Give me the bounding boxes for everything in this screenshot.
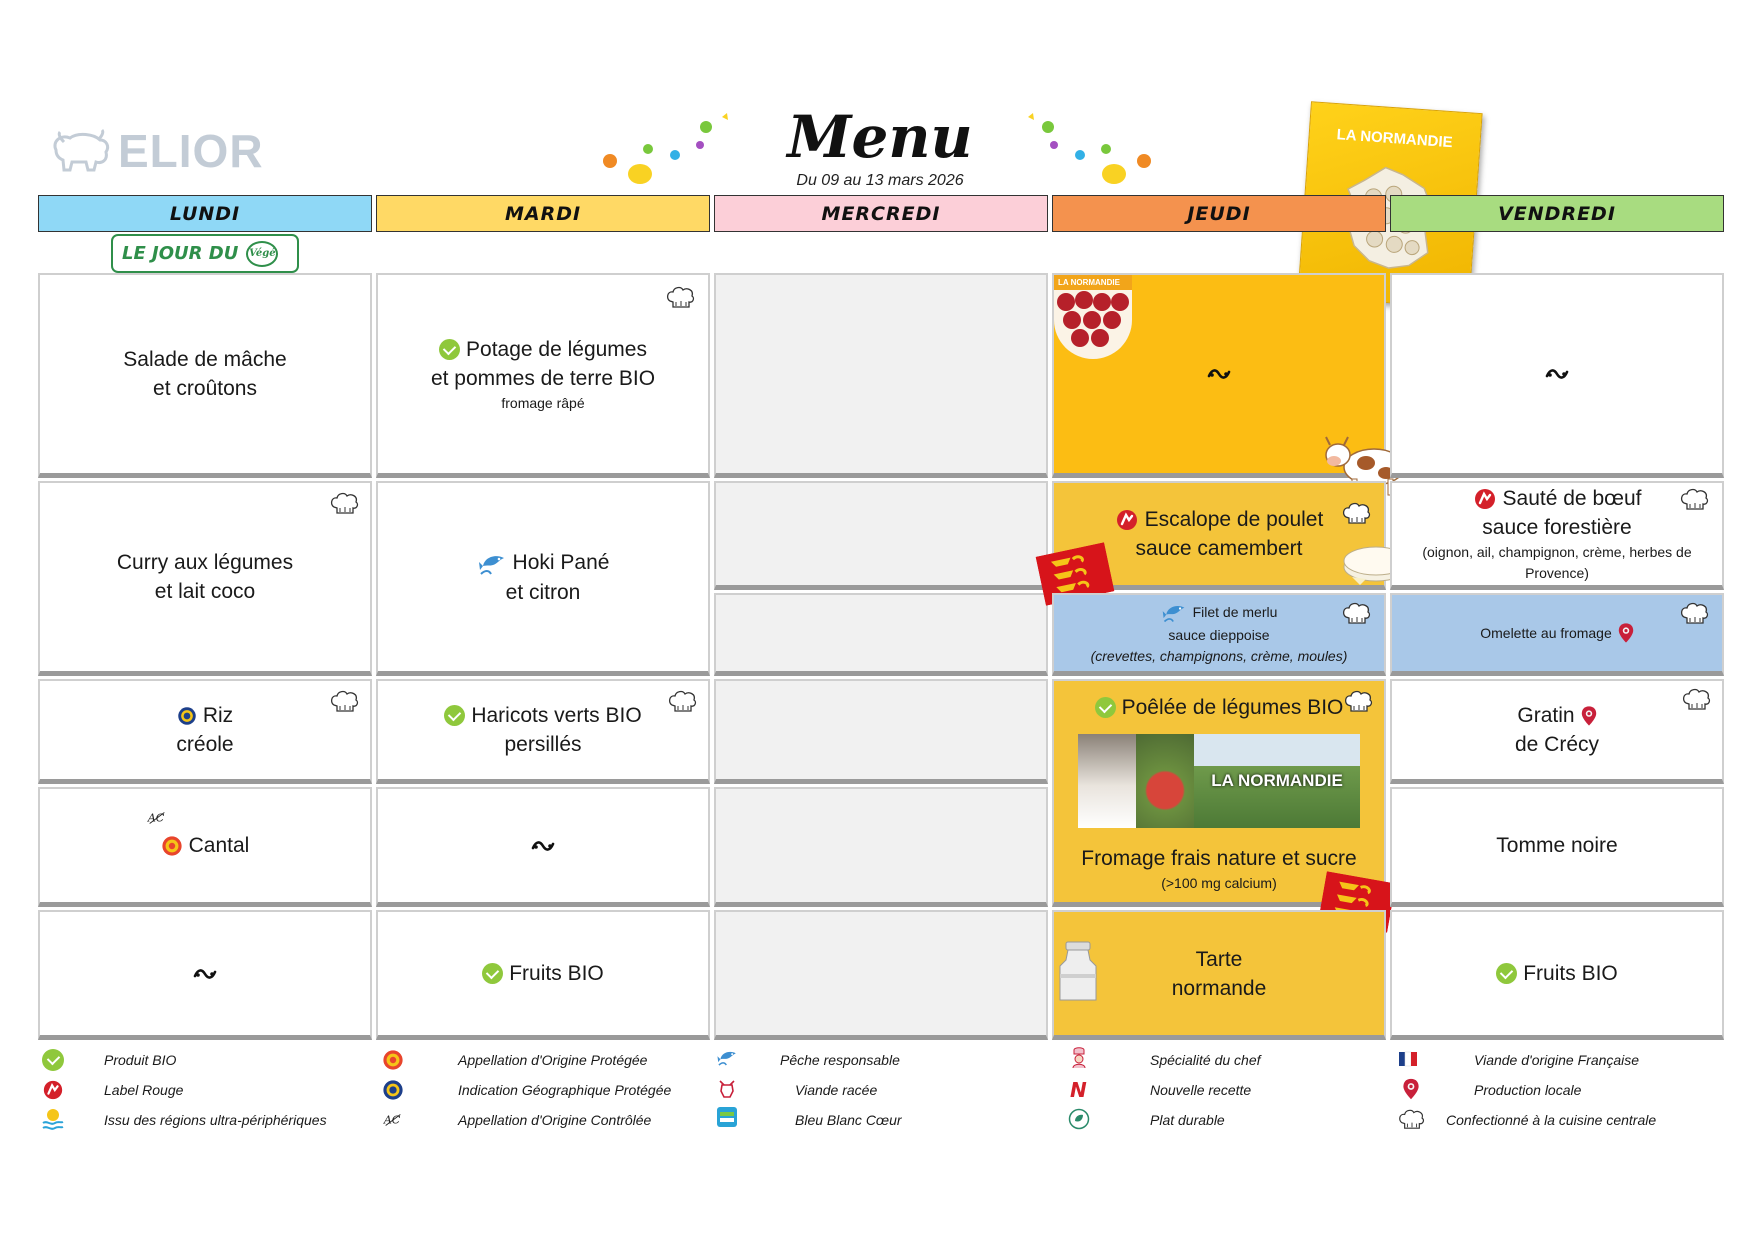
dish-line: Potage de légumes [466, 338, 647, 361]
dish-line: et pommes de terre BIO [430, 367, 656, 390]
jeudi-plat-alternatif [1052, 593, 1386, 676]
day-header-mercredi: MERCREDI [714, 195, 1048, 232]
label-rouge-icon [1473, 487, 1497, 511]
mercredi-slot-6 [714, 910, 1048, 1040]
dish-line: persillés [504, 733, 582, 756]
dish-line: Cantal [188, 834, 250, 857]
chef-hat-icon [668, 689, 698, 713]
countryside-photo [1194, 734, 1360, 828]
vendredi-plat [1390, 481, 1724, 590]
svg-text:N: N [1070, 1078, 1087, 1100]
chef-hat-icon [1344, 689, 1374, 713]
dish-line: Curry aux légumes [116, 551, 294, 574]
apples-photo [1054, 275, 1132, 359]
dish-line: Fruits BIO [1523, 962, 1618, 985]
igp-icon [177, 706, 197, 726]
bio-icon [439, 339, 460, 360]
legend-label: Production locale [1474, 1082, 1582, 1098]
elior-logo [50, 124, 264, 178]
chef-hat-icon [1342, 501, 1372, 525]
mercredi-slot-5 [714, 787, 1048, 907]
bleu-blanc-coeur-icon [716, 1106, 738, 1128]
vendredi-fromage [1390, 787, 1724, 907]
tilde-icon [193, 967, 217, 981]
vendredi-plat-alternatif [1390, 593, 1724, 676]
local-pin-icon [1618, 622, 1634, 644]
chef-hat-icon [1680, 601, 1710, 625]
legend-label: Issu des régions ultra-périphériques [104, 1112, 327, 1128]
dish-line: et lait coco [154, 580, 256, 603]
mercredi-slot-1 [714, 273, 1048, 478]
chef-special-icon [1068, 1046, 1090, 1068]
legend-label: Label Rouge [104, 1082, 184, 1098]
legend-label: Appellation d'Origine Protégée [458, 1052, 648, 1068]
fish-icon [1161, 599, 1187, 625]
lundi-accompagnement [38, 679, 372, 784]
vege-badge-text: LE JOUR DU [122, 243, 239, 264]
mercredi-slot-4 [714, 679, 1048, 784]
legend-label: Viande racée [795, 1082, 878, 1098]
dish-line: Tarte [1195, 947, 1243, 971]
legend-label: Nouvelle recette [1150, 1082, 1252, 1098]
sustainable-icon [1068, 1108, 1090, 1130]
dish-line: Salade de mâche [123, 348, 287, 371]
legend-label: Viande d'origine Française [1474, 1052, 1640, 1068]
dish-line: Filet de merlu [1192, 603, 1278, 620]
jeudi-dessert [1052, 910, 1386, 1040]
local-pin-icon [1581, 705, 1597, 727]
mardi-plat [376, 481, 710, 676]
fish-icon [716, 1046, 738, 1068]
page-title: Menu [787, 103, 973, 171]
lundi-entree [38, 273, 372, 478]
dish-line: Omelette au fromage [1480, 624, 1612, 641]
brand-name: ELIOR [118, 125, 264, 177]
dish-line: Hoki Pané [512, 551, 610, 574]
dish-line: Riz [202, 704, 234, 727]
dish-line: de Crécy [1514, 733, 1600, 756]
tilde-icon [1207, 367, 1231, 381]
chef-hat-icon [1398, 1108, 1426, 1130]
mercredi-slot-3 [714, 593, 1048, 676]
new-recipe-icon [1068, 1078, 1090, 1100]
legend-label: Produit BIO [104, 1052, 177, 1068]
legend-label: Spécialité du chef [1150, 1052, 1261, 1068]
bio-icon [1496, 963, 1517, 984]
title-block [720, 104, 1040, 190]
vendredi-dessert [1390, 910, 1724, 1040]
dish-line: Tomme noire [1496, 834, 1618, 857]
local-pin-icon [1400, 1078, 1422, 1100]
dish-line: Fromage frais nature et sucre [1081, 847, 1357, 870]
legend-label: Confectionné à la cuisine centrale [1446, 1112, 1657, 1128]
lundi-dessert [38, 910, 372, 1040]
apple-photo [1136, 734, 1194, 828]
dish-note: (crevettes, champignons, crème, moules) [1090, 648, 1348, 664]
aop-icon [161, 835, 183, 857]
dish-note: (>100 mg calcium) [1161, 875, 1277, 891]
jeudi-plat [1052, 481, 1386, 590]
bio-icon [1095, 697, 1116, 718]
label-rouge-icon [42, 1079, 64, 1101]
day-header-jeudi: JEUDI [1052, 195, 1386, 232]
day-header-mardi: MARDI [376, 195, 710, 232]
dish-line: Gratin [1517, 704, 1575, 727]
vendredi-entree [1390, 273, 1724, 478]
legend-label: Pêche responsable [780, 1052, 900, 1068]
chef-hat-icon [666, 285, 696, 309]
dish-line: normande [1171, 976, 1267, 1000]
dish-line: et croûtons [153, 377, 257, 400]
lundi-plat [38, 481, 372, 676]
bio-icon [444, 705, 465, 726]
day-header-vendredi: VENDREDI [1390, 195, 1724, 232]
label-rouge-icon [1115, 508, 1139, 532]
fish-icon [477, 548, 507, 578]
vendredi-accompagnement [1390, 679, 1724, 784]
dish-line: Fruits BIO [509, 962, 604, 985]
legend-label: Appellation d'Origine Contrôlée [458, 1112, 652, 1128]
date-range: Du 09 au 13 mars 2026 [796, 172, 964, 189]
legend-label: Plat durable [1150, 1112, 1225, 1128]
chef-hat-icon [1342, 601, 1372, 625]
mardi-fromage [376, 787, 710, 907]
dish-line: Haricots verts BIO [471, 704, 642, 727]
dish-line: Escalope de poulet [1144, 508, 1324, 531]
day-header-lundi: LUNDI [38, 195, 372, 232]
tilde-icon [531, 839, 555, 853]
rup-icon [42, 1108, 64, 1130]
vege-day-badge [111, 234, 299, 273]
legend-label: Bleu Blanc Cœur [795, 1112, 902, 1128]
igp-icon [382, 1079, 404, 1101]
dish-line: sauce forestière [1482, 516, 1632, 539]
dish-note: (oignon, ail, champignon, crème, herbes de Provence) [1422, 544, 1692, 581]
photo-caption: LA NORMANDIE [1211, 771, 1343, 790]
chef-hat-icon [1680, 487, 1710, 511]
cow-head-icon [716, 1077, 738, 1099]
apples-image [1054, 290, 1132, 356]
aoc-icon [146, 807, 168, 829]
mercredi-slot-2 [714, 481, 1048, 590]
dish-line: créole [176, 733, 234, 756]
dish-line: sauce camembert [1135, 537, 1303, 560]
french-meat-icon [1398, 1048, 1420, 1070]
lundi-fromage [38, 787, 372, 907]
photo-badge: LA NORMANDIE [1054, 275, 1132, 290]
dish-line: Sauté de bœuf [1502, 487, 1642, 510]
tilde-icon [1545, 367, 1569, 381]
aoc-icon [382, 1109, 404, 1131]
dish-line: Poêlée de légumes BIO [1121, 696, 1344, 719]
chef-hat-icon [1682, 687, 1712, 711]
milk-can-icon [1054, 940, 1102, 1004]
chef-hat-icon [330, 491, 360, 515]
jeudi-accompagnement-laitage [1052, 679, 1386, 907]
jeudi-entree [1052, 273, 1386, 478]
dish-note: fromage râpé [501, 395, 585, 411]
chef-hat-icon [330, 689, 360, 713]
book-title: LA NORMANDIE [1336, 126, 1454, 152]
mardi-dessert [376, 910, 710, 1040]
legend-label: Indication Géographique Protégée [458, 1082, 672, 1098]
dish-line: et citron [505, 580, 581, 604]
bio-icon [42, 1049, 64, 1071]
bio-icon [482, 963, 503, 984]
vege-badge-mark: Végé [246, 241, 278, 267]
bull-logo-icon [50, 128, 112, 174]
normandie-photo-strip [1078, 734, 1360, 828]
mardi-entree [376, 273, 710, 478]
dish-line: sauce dieppoise [1168, 627, 1270, 643]
aop-icon [382, 1049, 404, 1071]
mardi-accompagnement [376, 679, 710, 784]
yogurt-photo [1078, 734, 1136, 828]
